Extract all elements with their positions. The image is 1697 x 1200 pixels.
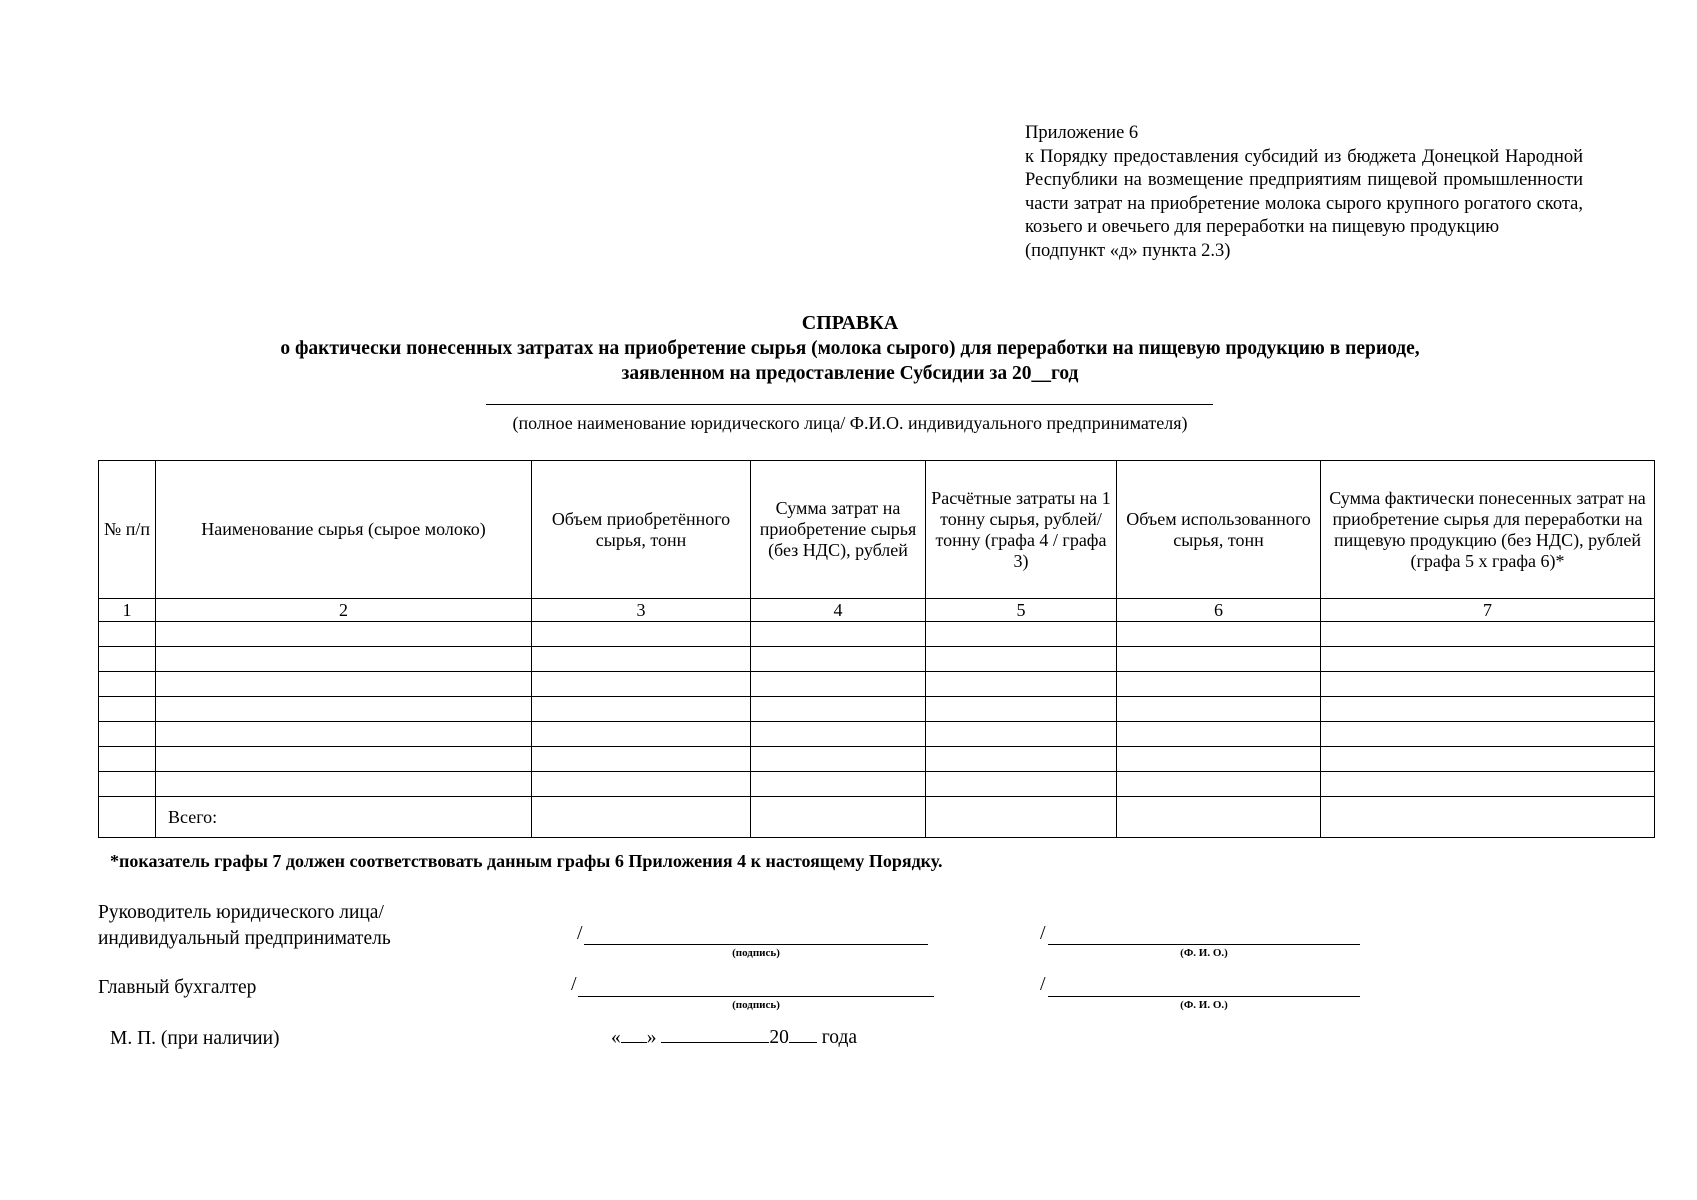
table-cell[interactable] [99, 747, 156, 772]
table-row [99, 747, 1655, 772]
date-open-quote: « [611, 1027, 621, 1048]
document-subtitle-line1: о фактически понесенных затратах на приобретение сырья (молока сырого) для переработки на пищевую продукцию в периоде, [280, 338, 1420, 359]
slash-separator: / [1040, 973, 1046, 995]
table-cell[interactable] [1321, 622, 1655, 647]
table-cell[interactable] [532, 747, 751, 772]
table-cell[interactable] [156, 647, 532, 672]
document-subtitle-line2: заявленном на предоставление Субсидии за 20__год [621, 363, 1079, 384]
table-cell[interactable] [751, 697, 926, 722]
table-cell[interactable] [1117, 697, 1321, 722]
column-number: 1 [99, 599, 156, 622]
table-cell[interactable] [99, 672, 156, 697]
table-cell[interactable] [926, 747, 1117, 772]
total-cell[interactable] [1321, 797, 1655, 838]
table-cell [99, 797, 156, 838]
table-cell[interactable] [156, 772, 532, 797]
table-cell[interactable] [532, 772, 751, 797]
column-number: 4 [751, 599, 926, 622]
name-caption: (Ф. И. О.) [1180, 947, 1228, 959]
head-signature-line[interactable] [584, 944, 928, 945]
date-year-prefix: 20 [769, 1027, 789, 1048]
date-day-blank[interactable] [621, 1024, 647, 1043]
table-cell[interactable] [1321, 672, 1655, 697]
column-number: 2 [156, 599, 532, 622]
annex-reference: (подпункт «д» пункта 2.3) [1025, 240, 1231, 261]
table-cell[interactable] [99, 622, 156, 647]
name-caption: (Ф. И. О.) [1180, 999, 1228, 1011]
slash-separator: / [571, 973, 577, 995]
column-number-row [99, 599, 1655, 622]
annex-title: Приложение 6 [1025, 123, 1139, 143]
footnote: *показатель графы 7 должен соответствовать данным графы 6 Приложения 4 к настоящему Порядку. [110, 851, 943, 871]
table-cell[interactable] [1117, 672, 1321, 697]
table-cell[interactable] [1321, 697, 1655, 722]
head-signature-label [98, 900, 391, 952]
table-cell[interactable] [1321, 647, 1655, 672]
organization-name-line[interactable] [486, 404, 1213, 405]
table-cell[interactable] [99, 722, 156, 747]
accountant-label: Главный бухгалтер [98, 977, 257, 998]
header-actual-costs: Сумма фактически понесенных затрат на приобретение сырья для переработки на пищевую продукцию (без НДС), рублей (графа 5 х графа 6)* [1321, 461, 1655, 599]
total-cell[interactable] [751, 797, 926, 838]
table-cell[interactable] [751, 672, 926, 697]
table-cell[interactable] [1117, 772, 1321, 797]
costs-table [98, 460, 1655, 838]
table-cell[interactable] [926, 697, 1117, 722]
table-cell[interactable] [926, 672, 1117, 697]
table-cell[interactable] [156, 747, 532, 772]
total-label: Всего: [156, 797, 532, 838]
header-purchase-cost: Сумма затрат на приобретение сырья (без НДС), рублей [751, 461, 926, 599]
annex-text: к Порядку предоставления субсидий из бюджета Донецкой Народной Республики на возмещение предприятиям пищевой промышленности части затрат на приобретение молока сырого крупного рогатого скота, козьего и овечьего для переработки на пищевую продукцию [1025, 146, 1583, 237]
header-cost-per-ton: Расчётные затраты на 1 тонну сырья, рублей/тонну (графа 4 / графа 3) [926, 461, 1117, 599]
table-row [99, 697, 1655, 722]
table-cell[interactable] [926, 722, 1117, 747]
table-cell[interactable] [532, 697, 751, 722]
table-cell[interactable] [926, 647, 1117, 672]
table-cell[interactable] [751, 622, 926, 647]
seal-label: М. П. (при наличии) [110, 1028, 280, 1049]
header-used-volume: Объем использованного сырья, тонн [1117, 461, 1321, 599]
date-year-blank[interactable] [789, 1024, 817, 1043]
header-raw-material: Наименование сырья (сырое молоко) [156, 461, 532, 599]
table-cell[interactable] [751, 647, 926, 672]
head-label-line1: Руководитель юридического лица/ [98, 902, 384, 923]
organization-caption: (полное наименование юридического лица/ Ф.И.О. индивидуального предпринимателя) [512, 413, 1188, 433]
table-cell[interactable] [156, 672, 532, 697]
total-cell[interactable] [532, 797, 751, 838]
table-cell[interactable] [156, 722, 532, 747]
table-row [99, 672, 1655, 697]
table-cell[interactable] [751, 747, 926, 772]
table-row [99, 647, 1655, 672]
table-cell[interactable] [1117, 647, 1321, 672]
column-number: 6 [1117, 599, 1321, 622]
signature-caption: (подпись) [732, 947, 780, 959]
table-cell[interactable] [1321, 747, 1655, 772]
date-month-blank[interactable] [661, 1024, 769, 1043]
table-cell[interactable] [1321, 722, 1655, 747]
table-cell[interactable] [532, 722, 751, 747]
column-number: 3 [532, 599, 751, 622]
table-cell[interactable] [532, 672, 751, 697]
total-cell[interactable] [1117, 797, 1321, 838]
table-cell[interactable] [1117, 722, 1321, 747]
table-cell[interactable] [532, 647, 751, 672]
column-number: 7 [1321, 599, 1655, 622]
table-row [99, 722, 1655, 747]
table-cell[interactable] [926, 772, 1117, 797]
annex-block [1025, 122, 1583, 263]
table-cell[interactable] [1321, 772, 1655, 797]
column-number: 5 [926, 599, 1117, 622]
table-cell[interactable] [926, 622, 1117, 647]
total-row [99, 797, 1655, 838]
table-cell[interactable] [751, 722, 926, 747]
header-purchased-volume: Объем приобретённого сырья, тонн [532, 461, 751, 599]
slash-separator: / [577, 922, 583, 944]
head-label-line2: индивидуальный предприниматель [98, 928, 391, 949]
table-cell[interactable] [99, 647, 156, 672]
date-year-suffix: года [821, 1027, 858, 1048]
table-cell[interactable] [751, 772, 926, 797]
table-cell[interactable] [1117, 747, 1321, 772]
date-field [611, 1024, 857, 1049]
signature-caption: (подпись) [732, 999, 780, 1011]
header-number: № п/п [99, 461, 156, 599]
table-row [99, 772, 1655, 797]
accountant-name-line[interactable] [1048, 996, 1360, 997]
slash-separator: / [1040, 922, 1046, 944]
total-cell[interactable] [926, 797, 1117, 838]
table-header-row [99, 461, 1655, 599]
table-cell[interactable] [99, 697, 156, 722]
document-title: СПРАВКА [801, 312, 899, 334]
date-close-quote: » [646, 1027, 657, 1048]
table-cell[interactable] [156, 622, 532, 647]
table-cell[interactable] [1117, 622, 1321, 647]
table-cell[interactable] [156, 697, 532, 722]
table-cell[interactable] [99, 772, 156, 797]
table-row [99, 622, 1655, 647]
document-heading [90, 310, 1610, 386]
accountant-signature-line[interactable] [578, 996, 934, 997]
head-name-line[interactable] [1048, 944, 1360, 945]
table-cell[interactable] [532, 622, 751, 647]
